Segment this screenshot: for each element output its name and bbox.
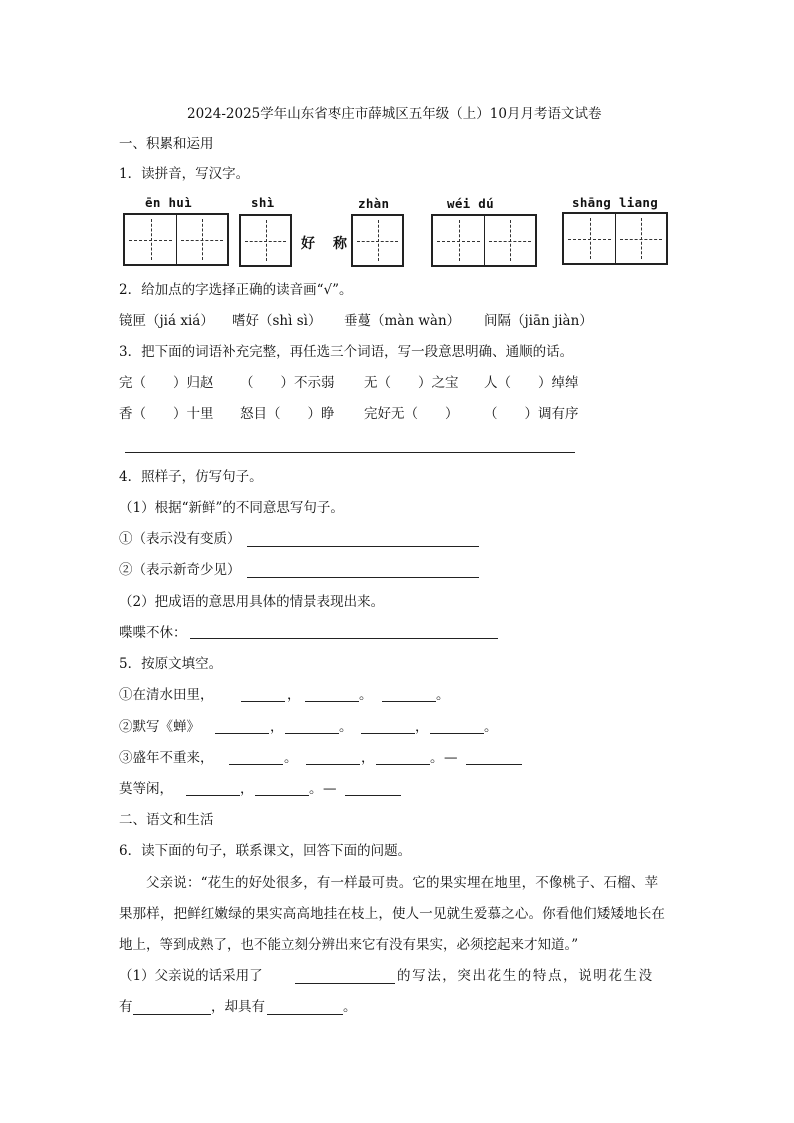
q6-prompt: 6．读下面的句子，联系课文，回答下面的问题。 [119, 843, 412, 859]
q1-writing-box-5[interactable] [562, 212, 668, 265]
q1-char-hao: 好 [301, 236, 315, 252]
q5-l1-period: 。 [359, 687, 373, 703]
q1-pinyin-3: zhàn [358, 196, 390, 211]
q5-l2-comma-2: ， [415, 719, 429, 735]
q5-l4-blank-3[interactable] [345, 795, 401, 796]
q4-sub1-b-line[interactable] [247, 577, 479, 578]
q3-idiom-6[interactable]: 怒目（ ）睁 [240, 406, 335, 422]
q5-l2-blank-1[interactable] [215, 733, 269, 734]
q5-line-3 [119, 749, 539, 769]
q5-l3-blank-2[interactable] [306, 764, 360, 765]
q4-sub1-prompt: （1）根据“新鲜”的不同意思写句子。 [119, 500, 344, 516]
q5-l3-blank-4[interactable] [466, 764, 522, 765]
q3-idiom-2[interactable]: （ ）不示弱 [240, 375, 335, 391]
q5-l1-blank-1[interactable] [241, 701, 285, 702]
q2-prompt: 2．给加点的字选择正确的读音画“√”。 [119, 282, 353, 298]
q1-prompt: 1．读拼音，写汉字。 [119, 166, 250, 182]
q6-sub1-line-1 [119, 967, 679, 987]
q6-sub1-text-d: ，却具有 [211, 999, 265, 1015]
q4-sub2-prompt: （2）把成语的意思用具体的情景表现出来。 [119, 594, 385, 610]
q4-sub1-a-line[interactable] [247, 546, 479, 547]
q4-sub1-a-label: ①（表示没有变质） [119, 531, 241, 547]
q5-l1-label: ①在清水田里， [119, 687, 214, 703]
q5-l3-comma: ， [361, 750, 375, 766]
q2-item-1[interactable]: 镜匣（jiá xiá） [119, 313, 214, 329]
q3-idiom-5[interactable]: 香（ ）十里 [119, 406, 214, 422]
q4-prompt: 4．照样子，仿写句子。 [119, 469, 263, 485]
q5-l4-label: 莫等闲， [119, 781, 173, 797]
q1-writing-box-4[interactable] [431, 214, 537, 267]
q5-prompt: 5．按原文填空。 [119, 656, 223, 672]
q5-l2-period: 。 [339, 719, 353, 735]
q4-sub1-b-label: ②（表示新奇少见） [119, 562, 241, 578]
q5-l1-comma: ， [287, 687, 301, 703]
section-2-heading: 二、语文和生活 [119, 812, 214, 828]
q4-sub2-a-line[interactable] [190, 638, 498, 639]
q6-sub1-text-b: 的写法，突出花生的特点，说明花生没 [397, 968, 654, 984]
q6-sub1-blank-2[interactable] [133, 1014, 211, 1015]
q6-sub1-text-c: 有 [119, 999, 133, 1015]
q3-idiom-1[interactable]: 完（ ）归赵 [119, 375, 214, 391]
q6-sub1-blank-3[interactable] [267, 1014, 343, 1015]
q1-writing-box-2[interactable] [239, 214, 292, 267]
q3-answer-line[interactable] [125, 452, 575, 453]
q6-sub1-text-a: （1）父亲说的话采用了 [119, 968, 263, 984]
q6-passage-line-3: 地上，等到成熟了，也不能立刻分辨出来它有没有果实，必须挖起来才知道。” [119, 937, 579, 953]
q3-prompt: 3．把下面的词语补充完整，再任选三个词语，写一段意思明确、通顺的话。 [119, 344, 574, 360]
q1-pinyin-5: shāng liang [572, 195, 659, 210]
q6-passage-line-1: 父亲说：“花生的好处很多，有一样最可贵。它的果实埋在地里，不像桃子、石榴、苹 [146, 875, 659, 891]
q3-idiom-4[interactable]: 人（ ）绰绰 [484, 375, 579, 391]
q1-pinyin-2: shì [251, 195, 275, 210]
q5-l2-period-2: 。 [484, 719, 498, 735]
q5-l1-period-2: 。 [436, 687, 450, 703]
q5-l4-blank-1[interactable] [186, 795, 240, 796]
q5-l4-dash: — [323, 781, 337, 797]
q5-l3-period-2: 。 [430, 750, 444, 766]
q1-char-cheng: 称 [333, 236, 347, 252]
q6-passage-line-2: 果那样，把鲜红嫩绿的果实高高地挂在枝上，使人一见就生爱慕之心。你看他们矮矮地长在 [119, 906, 665, 922]
q1-writing-box-3[interactable] [351, 214, 404, 267]
q5-l1-blank-3[interactable] [382, 701, 436, 702]
q5-l1-blank-2[interactable] [305, 701, 359, 702]
q5-l3-period: 。 [284, 750, 298, 766]
q1-pinyin-4: wéi dú [447, 196, 494, 211]
q4-sub2-a-label: 喋喋不休： [119, 625, 187, 641]
q1-pinyin-1: ēn huì [145, 195, 192, 210]
q5-l2-comma: ， [270, 719, 284, 735]
q1-writing-box-1[interactable] [123, 213, 229, 266]
q3-idiom-3[interactable]: 无（ ）之宝 [364, 375, 459, 391]
q2-item-4[interactable]: 间隔（jiān jiàn） [484, 313, 593, 329]
q5-l3-blank-3[interactable] [376, 764, 430, 765]
q5-l4-comma: ， [240, 781, 254, 797]
q2-item-3[interactable]: 垂蔓（màn wàn） [344, 313, 461, 329]
q6-sub1-line-2 [119, 998, 419, 1018]
q5-line-1 [119, 686, 539, 706]
q5-l3-dash: — [444, 750, 458, 766]
q6-sub1-text-e: 。 [343, 999, 357, 1015]
q3-idiom-8[interactable]: （ ）调有序 [484, 406, 579, 422]
q5-l3-label: ③盛年不重来， [119, 750, 214, 766]
q5-l2-blank-2[interactable] [285, 733, 339, 734]
q6-sub1-blank-1[interactable] [295, 983, 395, 984]
q3-idiom-7[interactable]: 完好无（ ） [364, 406, 459, 422]
section-1-heading: 一、积累和运用 [119, 136, 214, 152]
q5-l3-blank-1[interactable] [229, 764, 283, 765]
page-title: 2024-2025学年山东省枣庄市薛城区五年级（上）10月月考语文试卷 [187, 106, 602, 122]
q5-l2-blank-3[interactable] [361, 733, 415, 734]
q2-item-2[interactable]: 嗜好（shì sì） [232, 313, 322, 329]
q5-l2-blank-4[interactable] [430, 733, 484, 734]
q5-l4-period: 。 [309, 781, 323, 797]
q5-l4-blank-2[interactable] [255, 795, 309, 796]
q5-line-2 [119, 718, 539, 738]
q5-l2-label: ②默写《蝉》 [119, 719, 200, 735]
q5-line-4 [119, 780, 539, 800]
